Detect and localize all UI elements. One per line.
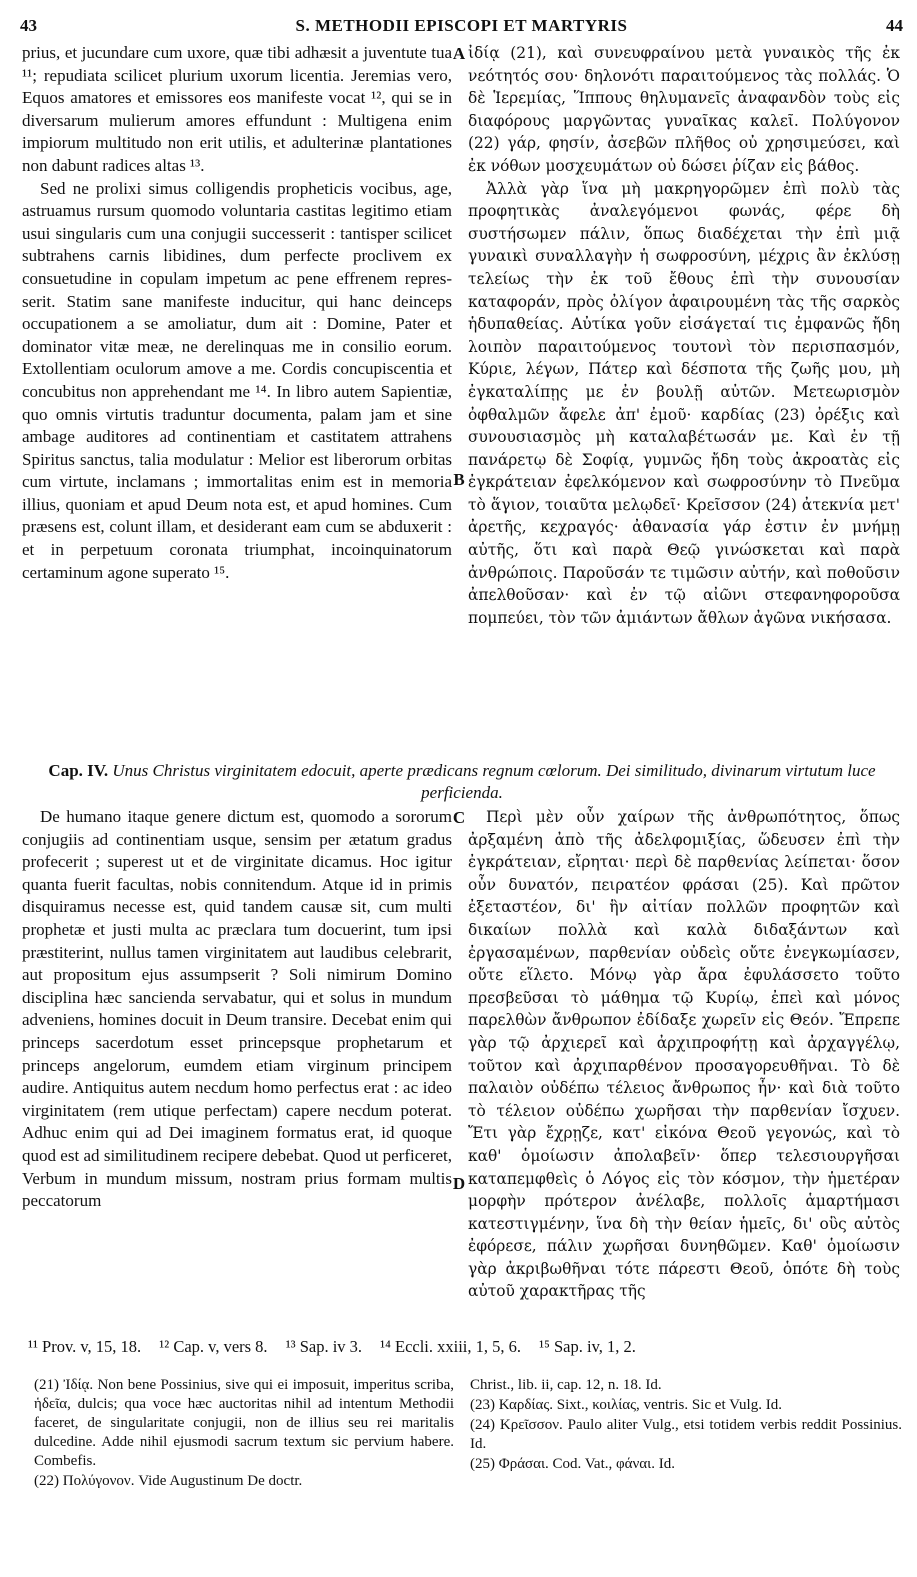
footnote-ref: ¹³ Sap. iv 3. bbox=[285, 1337, 363, 1356]
editorial-note: (24) Κρεῖσσον. Paulo aliter Vulg., etsi totidem verbis reddit Possinius. Id. bbox=[470, 1417, 902, 1452]
section-marker-d: D bbox=[452, 1174, 466, 1193]
running-title: S. METHODII EPISCOPI ET MARTYRIS bbox=[295, 16, 628, 35]
editorial-notes-right bbox=[470, 1376, 902, 1475]
section-marker-a: A bbox=[452, 44, 466, 63]
footnote-ref: ¹¹ Prov. v, 15, 18. bbox=[28, 1337, 142, 1356]
greek-paragraph: ἰδίᾳ (21), καὶ συνευφραίνου μετὰ γυναικὸς τῆς ἐκ νεότητός σου· δηλονότι παραιτούμενος τὰς πολλάς. Ὁ δὲ Ἱερεμίας, Ἵππους θηλυμανεῖς ἀναφανδὸν τοὺς εἰς διαφόρους μαργῶντας γυναῖκας καλεῖ. Πολύγονον (22) γάρ, φησίν, ἀσεβῶν πλῆθος οὐ χρησιμεύσει, καὶ ἐκ νόθων μοσχευμάτων οὐ δώσει ῥίζαν εἰς βάθος. bbox=[468, 44, 900, 175]
latin-paragraph: Sed ne prolixi simus colligendis propheticis vocibus, age, astruamus rursum quomodo voluntaria castitas legitimo etiam usui singularis cum una conjugii successerit : tantisper scilicet subtrahens carnis libidines, dum perfecte proclivem ex consuetudine in copulam impetum ac pene effrenem repres-serit. Statim sane manifeste inducitur, qui hanc deinceps occupationem a se amoliatur, dum ait : Domine, Pater et dominator vitæ meæ, ne derelinquas me in consilio eorum. Extollentiam oculorum amove a me. Cordis concupiscentia et concubitus non apprehendant me ¹⁴. In libro autem Sapientiæ, quo omnis virtutis traduntur documenta, palam jam et sine ambage auditores ad continentiam et castitatem attrahens Spiritus sanctus, talia modulatur : Melior est liberorum orbitas cum virtute, inclamans ; immortalitas enim est in memoria illius, quoniam et apud Deum nota est, et apud homines. Cum præsens est, colunt illam, et desiderant eam cum se abduxerit : et in perpetuum coronata triumphat, incoinquinatorum certaminum agone superato ¹⁵. bbox=[22, 178, 452, 582]
latin-paragraph: prius, et jucundare cum uxore, quæ tibi adhæsit a juventute tua ¹¹; repudiata scilicet plurium uxorum licentia. Jeremias vero, Equos amatores et emissores eos manifeste vocat ¹², qui se in diversarum mulierum amores effundunt : Multigena enim impiorum multitudo non erit utilis, et adulterinæ plantationes non dabunt radices altas ¹³. bbox=[22, 43, 452, 175]
footnote-ref: ¹² Cap. v, vers 8. bbox=[159, 1337, 268, 1356]
greek-column-bottom bbox=[468, 806, 900, 1303]
editorial-note: (21) Ἰδίᾳ. Non bene Possinius, sive qui ei imposuit, imperitus scriba, ἡδεῖα, dulcis; qua voce hæc auctoritas nihil ad intentum Methodii faceret, de singularitate conjugii, non de illius seu rei maritalis dulcedine. Adde nihil ejusmodi sacrum textum sic pervium habere. Combefis. bbox=[34, 1377, 454, 1469]
section-marker-b: B bbox=[453, 470, 465, 489]
page-number-right: 44 bbox=[886, 16, 903, 35]
greek-paragraph: Περὶ μὲν οὖν χαίρων τῆς ἀνθρωπότητος, ὅπως ἀρξαμένη ἀπὸ τῆς ἀδελφομιξίας, ὥδευσεν ἐπὶ τὴν ἐγκράτειαν, εἴρηται· περὶ δὲ παρθενίας λείπεται· ὅσον οὖν δυνατόν, πειρατέον φράσαι (25). Καὶ πρῶτον ἐξεταστέον, δι' ἣν αἰτίαν πολλῶν προφητῶν καὶ δικαίων πολλὰ καὶ καλὰ διδαξάντων καὶ ἐργασαμένων, παρθενίαν οὐδεὶς οὔτε ἐνεγκωμίασεν, οὔτε εἵλετο. Μόνῳ γὰρ ἄρα ἐφυλάσσετο τοῦτο πρεσβεῦσαι τὸ μάθημα τῷ Κυρίῳ, ἐπεὶ καὶ μόνος παρελθὼν ἄνθρωπον ἐδίδαξε χωρεῖν εἰς Θεόν. Ἔπρεπε γὰρ τῷ ἀρχιερεῖ καὶ ἀρχιπροφήτῃ καὶ ἀρχαγγέλῳ, τοῦτον καὶ ἀρχιπαρθένον προσαγορευθῆναι. Τὸ δὲ παλαιὸν οὐδέπω τέλειος ἄνθρωπος ἦν· καὶ διὰ τοῦτο τὸ τέλειον οὐδέπω χωρῆσαι τὴν παρθενίαν ἴσχυεν. Ἔτι γὰρ ἔχρῃζε, κατ' εἰκόνα Θεοῦ γεγονώς, καὶ τὸ καθ' ὁμοίωσιν ἀπολαβεῖν· ὅπερ τελεσιουργῆσαι καταπεμφθεὶς ὁ Λόγος εἰς τὸν κόσμον, τὴν ἡμετέραν μορφὴν πρότερον ἀνέλαβε, πολλοῖς ἁμαρτήμασι κατεστιγμένην, ἵνα δὴ τὴν θείαν ἡμεῖς, δι' οὓς αὐτὸς ἐφόρεσε, πάλιν χωρῆσαι δυνηθῶμεν. Καθ' ὁμοίωσιν γὰρ ἀκριβωθῆναι τότε πάρεστι Θεοῦ, ὁπότε δὴ τοὺς αὐτοῦ χαρακτῆρας τῆς bbox=[468, 808, 900, 1301]
section-marker-c: C bbox=[452, 808, 466, 827]
footnote-ref: ¹⁴ Eccli. xxiii, 1, 5, 6. bbox=[380, 1337, 522, 1356]
editorial-note: (23) Καρδίας. Sixt., κοιλίας, ventris. Sic et Vulg. Id. bbox=[470, 1397, 782, 1413]
editorial-note: (25) Φράσαι. Cod. Vat., φάναι. Id. bbox=[470, 1456, 675, 1472]
latin-paragraph: De humano itaque genere dictum est, quomodo a sororum conjugiis ad continentiam usque, sensim per ætatum gradus profecerit ; superest ut et de virginitate dicamus. Hoc igitur quanta fuerit facultas, nobis connitendum. Atque id in primis disquiramus necesse est, quid tandem causæ sit, cum multi prophetæ et justi multa ac præclara tum docuerint, tum ipsi præstiterint, nullus tamen virginitatem aut laudibus celebrarit, aut propositum ejus assumpserit ? Soli nimirum Domino disciplina hæc sancienda servabatur, qui et solus in mundum adveniens, homines docuit in Deum transire. Decebat enim qui princeps sacerdotum esset princepsque prophetarum et princeps angelorum, eumdem etiam virginum principem audire. Antiquitus autem necdum homo perfectus erat : ac ideo virginitatem (rem utique perfectam) capere necdum poterat. Adhuc enim qui ad Dei imaginem formatus erat, id quoque quod est ad similitudinem recipere debebat. Quod ut perficeret, Verbum in mundum missum, nostram prius formam multis peccatorum bbox=[22, 807, 452, 1211]
editorial-note: Christ., lib. ii, cap. 12, n. 18. Id. bbox=[470, 1377, 662, 1393]
chapter-heading bbox=[22, 760, 902, 804]
page-number-left: 43 bbox=[20, 16, 37, 35]
page-header bbox=[20, 12, 903, 38]
greek-column-top bbox=[468, 42, 900, 629]
editorial-notes-left bbox=[34, 1376, 454, 1492]
chapter-summary: Unus Christus virginitatem edocuit, aperte prædicans regnum cœlorum. Dei similitudo, divinarum virtutum luce perficienda. bbox=[112, 761, 876, 802]
latin-column-top bbox=[22, 42, 452, 584]
scripture-footnotes bbox=[28, 1337, 908, 1357]
chapter-label: Cap. IV. bbox=[48, 761, 109, 780]
footnote-ref: ¹⁵ Sap. iv, 1, 2. bbox=[539, 1337, 636, 1356]
greek-paragraph: Ἀλλὰ γὰρ ἵνα μὴ μακρηγορῶμεν ἐπὶ πολὺ τὰς προφητικὰς ἀναλεγόμενοι φωνάς, φέρε δὴ συστήσωμεν πάλιν, ὅπως διαδέχεται τὴν ἐπὶ μιᾷ γυναικὶ συναλλαγὴν ἡ σωφροσύνη, μέχρις ἂν ἐκλύσῃ τελείως τὴν ἐκ τοῦ ἔθους ἐπὶ τὴν συνουσίαν καταφοράν, πρὸς ὀλίγον ἀφαιρουμένη τὰς τῆς σαρκὸς ἡδυπαθείας. Αὐτίκα γοῦν εἰσάγεταί τις ἐμφανῶς ἤδη λοιπὸν παραιτούμενος τουτονὶ τὸν περισπασμόν, Κύριε, λέγων, Πάτερ καὶ δέσποτα τῆς ζωῆς μου, μὴ ἐγκαταλίπῃς με ἐν βουλῇ αὐτῶν. Μετεωρισμὸν ὀφθαλμῶν ἄφελε ἀπ' ἐμοῦ· καρδίας (23) ὀρέξις καὶ συνουσιασμὸς μὴ καταλαβέτωσάν με. Καὶ ἐν τῇ πανάρετῳ δὲ Σοφίᾳ, γυμνῶς ἤδη τοὺς ἀκροατὰς εἰς ἐγκράτειαν ἐφελκόμενον καὶ σωφροσύνην τὸ Πνεῦμα τὸ ἅγιον, τοιαῦτα μελῳδεῖ· Κρεῖσσον (24) ἀτεκνία μετ' ἀρετῆς, κεχραγός· ἀθανασία γάρ ἐστιν ἐν μνήμῃ αὐτῆς, ὅτι καὶ παρὰ Θεῷ γινώσκεται καὶ παρὰ ἀνθρώποις. Παροῦσάν τε τιμῶσιν αὐτήν, καὶ ποθοῦσιν ἀπελθοῦσαν· καὶ ἐν τῷ αἰῶνι στεφανηφοροῦσα πομπεύει, τὸν τῶν ἀμιάντων ἄθλων ἀγῶνα νικήσασα. bbox=[468, 179, 900, 627]
editorial-note: (22) Πολύγονον. Vide Augustinum De doctr. bbox=[34, 1473, 303, 1489]
latin-column-bottom bbox=[22, 806, 452, 1213]
